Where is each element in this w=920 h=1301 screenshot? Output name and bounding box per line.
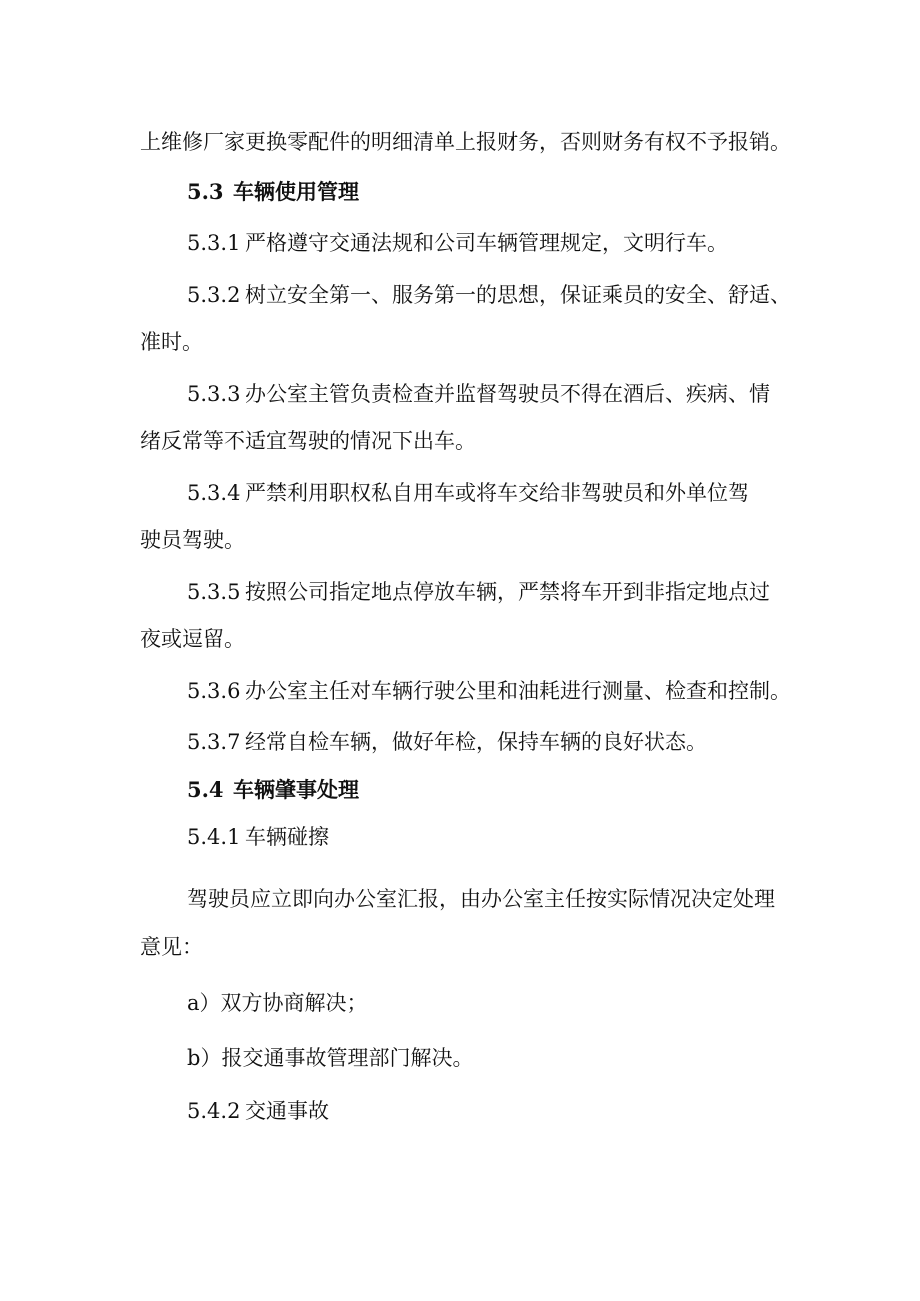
clause-number: 5.4.2 [187,1099,241,1123]
clause-text: 办公室主管负责检查并监督驾驶员不得在酒后、疾病、情 [245,382,770,406]
section-number: 5.4 [187,777,224,802]
clause-text: 车辆碰擦 [245,825,329,849]
clause-5-3-4 [187,478,800,508]
paragraph-text: 上维修厂家更换零配件的明细清单上报财务，否则财务有权不予报销。 [140,130,791,154]
clause-5-3-6 [187,676,800,706]
clause-number: 5.3.5 [187,580,241,604]
clause-5-3-5-continuation [140,624,800,654]
section-title: 车辆使用管理 [233,179,359,204]
clause-number: 5.3.1 [187,231,241,255]
list-item-b [187,1043,800,1073]
clause-5-3-3 [187,379,800,409]
clause-text: 办公室主任对车辆行驶公里和油耗进行测量、检查和控制。 [245,679,791,703]
paragraph-text: 驾驶员应立即向办公室汇报，由办公室主任按实际情况决定处理 [187,887,775,911]
clause-5-3-2-continuation [140,327,800,357]
list-item-text: b）报交通事故管理部门解决。 [187,1046,474,1070]
clause-number: 5.3.7 [187,730,241,754]
paragraph-line [140,932,800,962]
section-number: 5.3 [187,179,224,204]
clause-5-3-3-continuation [140,426,800,456]
paragraph-text: 意见： [140,935,203,959]
clause-text: 严禁利用职权私自用车或将车交给非驾驶员和外单位驾 [245,481,749,505]
clause-text: 夜或逗留。 [140,627,245,651]
clause-5-4-1 [187,822,800,852]
section-heading-5-4 [187,775,800,805]
paragraph-line [140,127,800,157]
list-item-text: a）双方协商解决； [187,991,368,1015]
clause-number: 5.3.4 [187,481,241,505]
section-title: 车辆肇事处理 [233,777,359,802]
clause-text: 树立安全第一、服务第一的思想，保证乘员的安全、舒适、 [245,283,791,307]
clause-number: 5.3.3 [187,382,241,406]
clause-number: 5.3.2 [187,283,241,307]
clause-5-3-5 [187,577,800,607]
clause-text: 准时。 [140,330,203,354]
clause-5-4-2 [187,1096,800,1126]
clause-5-3-4-continuation [140,525,800,555]
clause-text: 严格遵守交通法规和公司车辆管理规定，文明行车。 [245,231,728,255]
clause-text: 交通事故 [245,1099,329,1123]
clause-5-3-2 [187,280,800,310]
clause-5-3-1 [187,228,800,258]
clause-text: 驶员驾驶。 [140,528,245,552]
clause-number: 5.3.6 [187,679,241,703]
section-heading-5-3 [187,177,800,207]
clause-text: 绪反常等不适宜驾驶的情况下出车。 [140,429,476,453]
clause-number: 5.4.1 [187,825,241,849]
paragraph-line [187,884,800,914]
clause-text: 按照公司指定地点停放车辆，严禁将车开到非指定地点过 [245,580,770,604]
clause-text: 经常自检车辆，做好年检，保持车辆的良好状态。 [245,730,707,754]
clause-5-3-7 [187,727,800,757]
list-item-a [187,988,800,1018]
